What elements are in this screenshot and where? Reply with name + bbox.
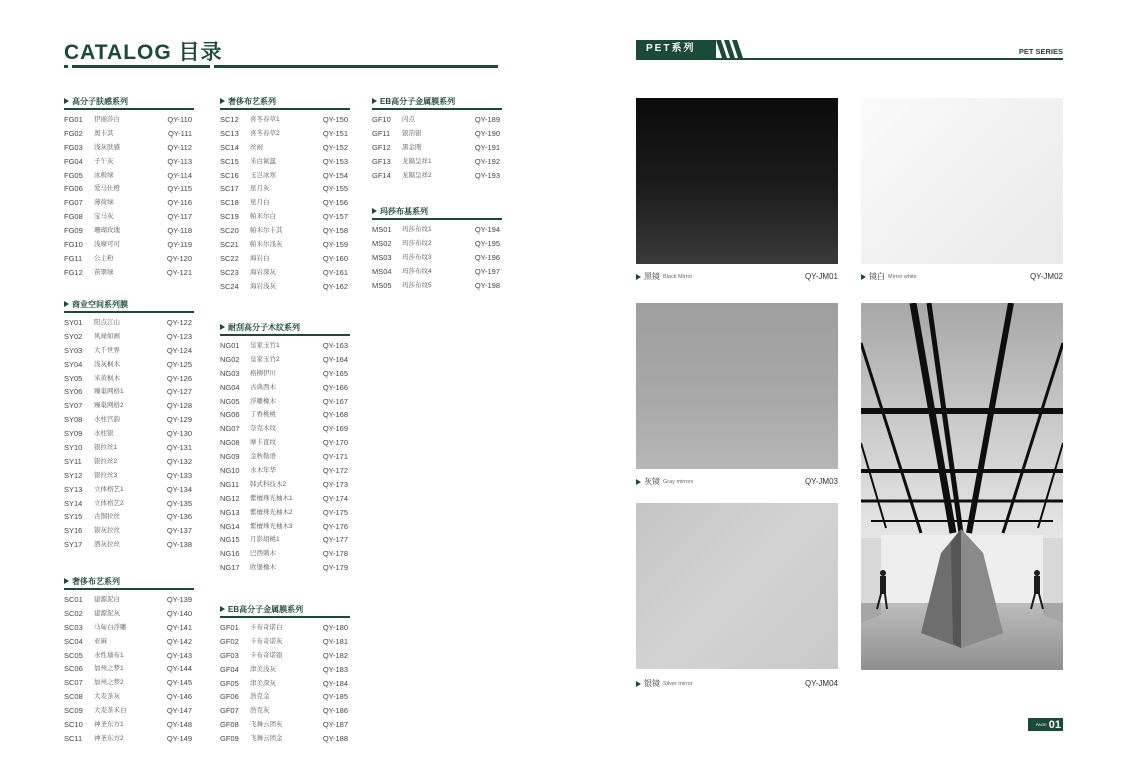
section-rule bbox=[220, 616, 350, 618]
catalog-row: SC07 加州之梦2 QY-145 bbox=[64, 678, 192, 688]
gray-mirror-swatch bbox=[636, 303, 838, 469]
catalog-row: NG02 皇家玉竹2 QY-164 bbox=[220, 354, 348, 364]
catalog-row: GF08 飞舞云团灰 QY-187 bbox=[220, 720, 348, 730]
catalog-row: SY15 古铜拉丝 QY-136 bbox=[64, 512, 192, 522]
section-rule bbox=[64, 108, 194, 110]
catalog-row: FG04 子午灰 QY-113 bbox=[64, 156, 192, 166]
catalog-row: SC19 帕米尔白 QY-157 bbox=[220, 212, 348, 222]
catalog-row: GF06 浩克金 QY-185 bbox=[220, 692, 348, 702]
catalog-row: FG12 苗翠绿 QY-121 bbox=[64, 267, 192, 277]
catalog-row: SY01 阳点江山 QY-122 bbox=[64, 318, 192, 327]
swatch-code: QY-JM03 bbox=[804, 477, 838, 486]
section-rule bbox=[372, 218, 502, 220]
catalog-row: FG01 伊丽莎白 QY-110 bbox=[64, 115, 192, 124]
catalog-row: SC16 玉岂冰寒 QY-154 bbox=[220, 170, 348, 180]
catalog-row: SC17 星月灰 QY-155 bbox=[220, 184, 348, 194]
catalog-row: SC04 亚麻 QY-142 bbox=[64, 636, 192, 646]
catalog-row: SC09 大麦茶米白 QY-147 bbox=[64, 706, 192, 716]
section-title: 玛莎布基系列 bbox=[372, 205, 502, 217]
catalog-row: SC06 加州之梦1 QY-144 bbox=[64, 664, 192, 674]
swatch-code: QY-JM01 bbox=[804, 272, 838, 281]
catalog-row: GF01 卡布奇诺白 QY-180 bbox=[220, 623, 348, 632]
catalog-row: GF14 龙隔呈祥2 QY-193 bbox=[372, 170, 500, 180]
catalog-row: MS03 玛莎布纹3 QY-196 bbox=[372, 252, 500, 262]
section-rule bbox=[220, 108, 350, 110]
arrow-icon bbox=[636, 681, 641, 687]
catalog-section bbox=[220, 321, 350, 575]
catalog-row: SY12 银拉丝3 QY-133 bbox=[64, 470, 192, 480]
catalog-row: SC12 喜冬春草1 QY-150 bbox=[220, 115, 348, 124]
pet-series-banner: PET系列 bbox=[636, 40, 716, 58]
catalog-row: NG13 紫檀珠光柚木2 QY-175 bbox=[220, 507, 348, 517]
catalog-section bbox=[64, 298, 194, 552]
catalog-row: MS04 玛莎布纹4 QY-197 bbox=[372, 266, 500, 276]
catalog-row: SY06 臻巢网格1 QY-127 bbox=[64, 387, 192, 397]
arrow-icon bbox=[220, 324, 225, 330]
catalog-row: NG08 摩卡直纹 QY-170 bbox=[220, 438, 348, 448]
section-title: 商业空间系列膜 bbox=[64, 298, 194, 310]
catalog-section bbox=[64, 95, 194, 280]
catalog-row: GF13 龙隔呈祥1 QY-192 bbox=[372, 156, 500, 166]
catalog-row: MS05 玛莎布纹5 QY-198 bbox=[372, 280, 500, 290]
page-number-tag: PAGE 01 bbox=[1028, 718, 1063, 731]
catalog-row: SC24 海岩浅灰 QY-162 bbox=[220, 281, 348, 291]
swatch-caption: 镜白 Mirror white bbox=[861, 271, 917, 282]
black-mirror-swatch bbox=[636, 98, 838, 264]
title-rule bbox=[214, 65, 498, 68]
catalog-row: SC08 大麦茶灰 QY-146 bbox=[64, 692, 192, 702]
catalog-row: SC13 喜冬春草2 QY-151 bbox=[220, 128, 348, 138]
catalog-row: NG16 巴西刺木 QY-178 bbox=[220, 549, 348, 559]
swatch-caption: 灰镜 Gray mirrors bbox=[636, 476, 694, 487]
title-rule bbox=[72, 65, 210, 68]
arrow-icon bbox=[372, 98, 377, 104]
pet-header-rule bbox=[636, 58, 1063, 60]
arrow-icon bbox=[636, 479, 641, 485]
catalog-row: GF09 飞舞云团金 QY-188 bbox=[220, 734, 348, 744]
catalog-row: NG09 金秋勒语 QY-171 bbox=[220, 452, 348, 462]
catalog-row: FG08 宝马灰 QY-117 bbox=[64, 212, 192, 222]
catalog-row: NG05 浮雕橡木 QY-167 bbox=[220, 396, 348, 406]
catalog-row: GF02 卡布奇诺灰 QY-181 bbox=[220, 636, 348, 646]
catalog-row: FG02 奥卡其 QY-111 bbox=[64, 128, 192, 138]
section-title: EB高分子金属膜系列 bbox=[372, 95, 502, 107]
catalog-row: FG10 浅摩可可 QY-119 bbox=[64, 240, 192, 250]
catalog-row: NG06 丁香桃桃 QY-168 bbox=[220, 410, 348, 420]
section-rule bbox=[64, 311, 194, 313]
swatch-caption: 银镜 Silver mirror bbox=[636, 678, 693, 689]
arrow-icon bbox=[372, 208, 377, 214]
catalog-title: CATALOG 目录 bbox=[64, 41, 223, 64]
catalog-section bbox=[220, 603, 350, 746]
catalog-row: SC21 帕米尔浅灰 QY-159 bbox=[220, 240, 348, 250]
section-title: 高分子肤感系列 bbox=[64, 95, 194, 107]
catalog-row: SY13 立体格艺1 QY-134 bbox=[64, 484, 192, 494]
catalog-row: SC10 神圣东方1 QY-148 bbox=[64, 720, 192, 730]
arrow-icon bbox=[636, 274, 641, 280]
catalog-row: SC22 海岩白 QY-160 bbox=[220, 253, 348, 263]
catalog-row: SY09 水柱银 QY-130 bbox=[64, 429, 192, 439]
catalog-row: GF05 津美深灰 QY-184 bbox=[220, 678, 348, 688]
catalog-row: SY11 银拉丝2 QY-132 bbox=[64, 456, 192, 466]
catalog-row: FG07 薄荷绿 QY-116 bbox=[64, 198, 192, 208]
catalog-row: SC03 马甸白浮雕 QY-141 bbox=[64, 622, 192, 632]
catalog-row: FG09 珊瑚玫瑰 QY-118 bbox=[64, 226, 192, 236]
catalog-row: FG06 爱马仕橙 QY-115 bbox=[64, 184, 192, 194]
catalog-row: NG14 紫檀珠光柚木3 QY-176 bbox=[220, 521, 348, 531]
catalog-row: FG11 公主粉 QY-120 bbox=[64, 253, 192, 263]
catalog-section bbox=[372, 95, 502, 182]
catalog-section bbox=[372, 205, 502, 292]
catalog-row: GF10 闪点 QY-189 bbox=[372, 115, 500, 124]
catalog-row: SC20 帕米尔卡其 QY-158 bbox=[220, 226, 348, 236]
catalog-row: FG03 浅灰肤感 QY-112 bbox=[64, 142, 192, 152]
catalog-row: NG11 韩式科技木2 QY-173 bbox=[220, 479, 348, 489]
arrow-icon bbox=[64, 301, 69, 307]
catalog-row: MS01 玛莎布纹1 QY-194 bbox=[372, 225, 500, 234]
catalog-row: GF07 浩克灰 QY-186 bbox=[220, 706, 348, 716]
section-title: EB高分子金属膜系列 bbox=[220, 603, 350, 615]
catalog-row: SY07 臻巢网格2 QY-128 bbox=[64, 401, 192, 411]
catalog-row: SY04 浅灰枫木 QY-125 bbox=[64, 359, 192, 369]
interior-photo bbox=[861, 303, 1063, 670]
catalog-row: GF12 黑金刚 QY-191 bbox=[372, 142, 500, 152]
catalog-row: NG12 紫檀珠光柚木1 QY-174 bbox=[220, 493, 348, 503]
section-rule bbox=[64, 588, 194, 590]
catalog-row: SC01 建源泥白 QY-139 bbox=[64, 595, 192, 604]
catalog-row: NG04 古典西木 QY-166 bbox=[220, 382, 348, 392]
catalog-row: SY14 立体格艺2 QY-135 bbox=[64, 498, 192, 508]
catalog-row: GF04 津美浅灰 QY-183 bbox=[220, 664, 348, 674]
catalog-section bbox=[220, 95, 350, 294]
arrow-icon bbox=[220, 98, 225, 104]
section-title: 耐刮高分子木纹系列 bbox=[220, 321, 350, 333]
catalog-row: SC14 丝雨 QY-152 bbox=[220, 142, 348, 152]
ceiling-interior-illustration bbox=[861, 303, 1063, 670]
section-rule bbox=[372, 108, 502, 110]
title-rule bbox=[64, 65, 68, 68]
catalog-row: SC23 海岩深灰 QY-161 bbox=[220, 267, 348, 277]
mirror-white-swatch bbox=[861, 98, 1063, 264]
catalog-row: NG15 月影胡桃1 QY-177 bbox=[220, 535, 348, 545]
catalog-row: SC15 米白氤氲 QY-153 bbox=[220, 156, 348, 166]
arrow-icon bbox=[64, 578, 69, 584]
swatch-code: QY-JM02 bbox=[1029, 272, 1063, 281]
catalog-row: FG05 冰极绿 QY-114 bbox=[64, 170, 192, 180]
catalog-row: NG07 奈克木纹 QY-169 bbox=[220, 424, 348, 434]
pet-series-label: PET SERIES bbox=[1018, 47, 1063, 56]
catalog-row: SY02 风禄如画 QY-123 bbox=[64, 331, 192, 341]
catalog-row: GF11 银箔银 QY-190 bbox=[372, 128, 500, 138]
catalog-row: SC05 水性墙布1 QY-143 bbox=[64, 650, 192, 660]
catalog-row: SY03 大千世界 QY-124 bbox=[64, 345, 192, 355]
catalog-row: SY17 洒灰拉丝 QY-138 bbox=[64, 540, 192, 550]
section-rule bbox=[220, 334, 350, 336]
catalog-row: SY05 米黄枫木 QY-126 bbox=[64, 373, 192, 383]
stripes-decoration bbox=[716, 40, 746, 58]
swatch-caption: 黑镜 Black Mirror bbox=[636, 271, 692, 282]
arrow-icon bbox=[64, 98, 69, 104]
catalog-row: MS02 玛莎布纹2 QY-195 bbox=[372, 238, 500, 248]
catalog-section bbox=[64, 575, 194, 746]
catalog-row: NG01 皇家玉竹1 QY-163 bbox=[220, 341, 348, 350]
section-title: 奢侈布艺系列 bbox=[64, 575, 194, 587]
catalog-row: SC11 神圣东方2 QY-149 bbox=[64, 733, 192, 743]
catalog-row: NG10 水木年华 QY-172 bbox=[220, 466, 348, 476]
swatch-code: QY-JM04 bbox=[804, 679, 838, 688]
catalog-row: GF03 卡布奇诺银 QY-182 bbox=[220, 650, 348, 660]
catalog-row: SY16 银灰拉丝 QY-137 bbox=[64, 526, 192, 536]
catalog-row: SY10 银拉丝1 QY-131 bbox=[64, 443, 192, 453]
arrow-icon bbox=[861, 274, 866, 280]
catalog-row: SC02 建源泥灰 QY-140 bbox=[64, 608, 192, 618]
catalog-row: SC18 星月白 QY-156 bbox=[220, 198, 348, 208]
section-title: 奢侈布艺系列 bbox=[220, 95, 350, 107]
arrow-icon bbox=[220, 606, 225, 612]
catalog-row: NG03 格柳伊川 QY-165 bbox=[220, 368, 348, 378]
silver-mirror-swatch bbox=[636, 503, 838, 669]
catalog-row: NG17 欧堡橡木 QY-179 bbox=[220, 563, 348, 573]
catalog-row: SY08 水柱宫韵 QY-129 bbox=[64, 415, 192, 425]
